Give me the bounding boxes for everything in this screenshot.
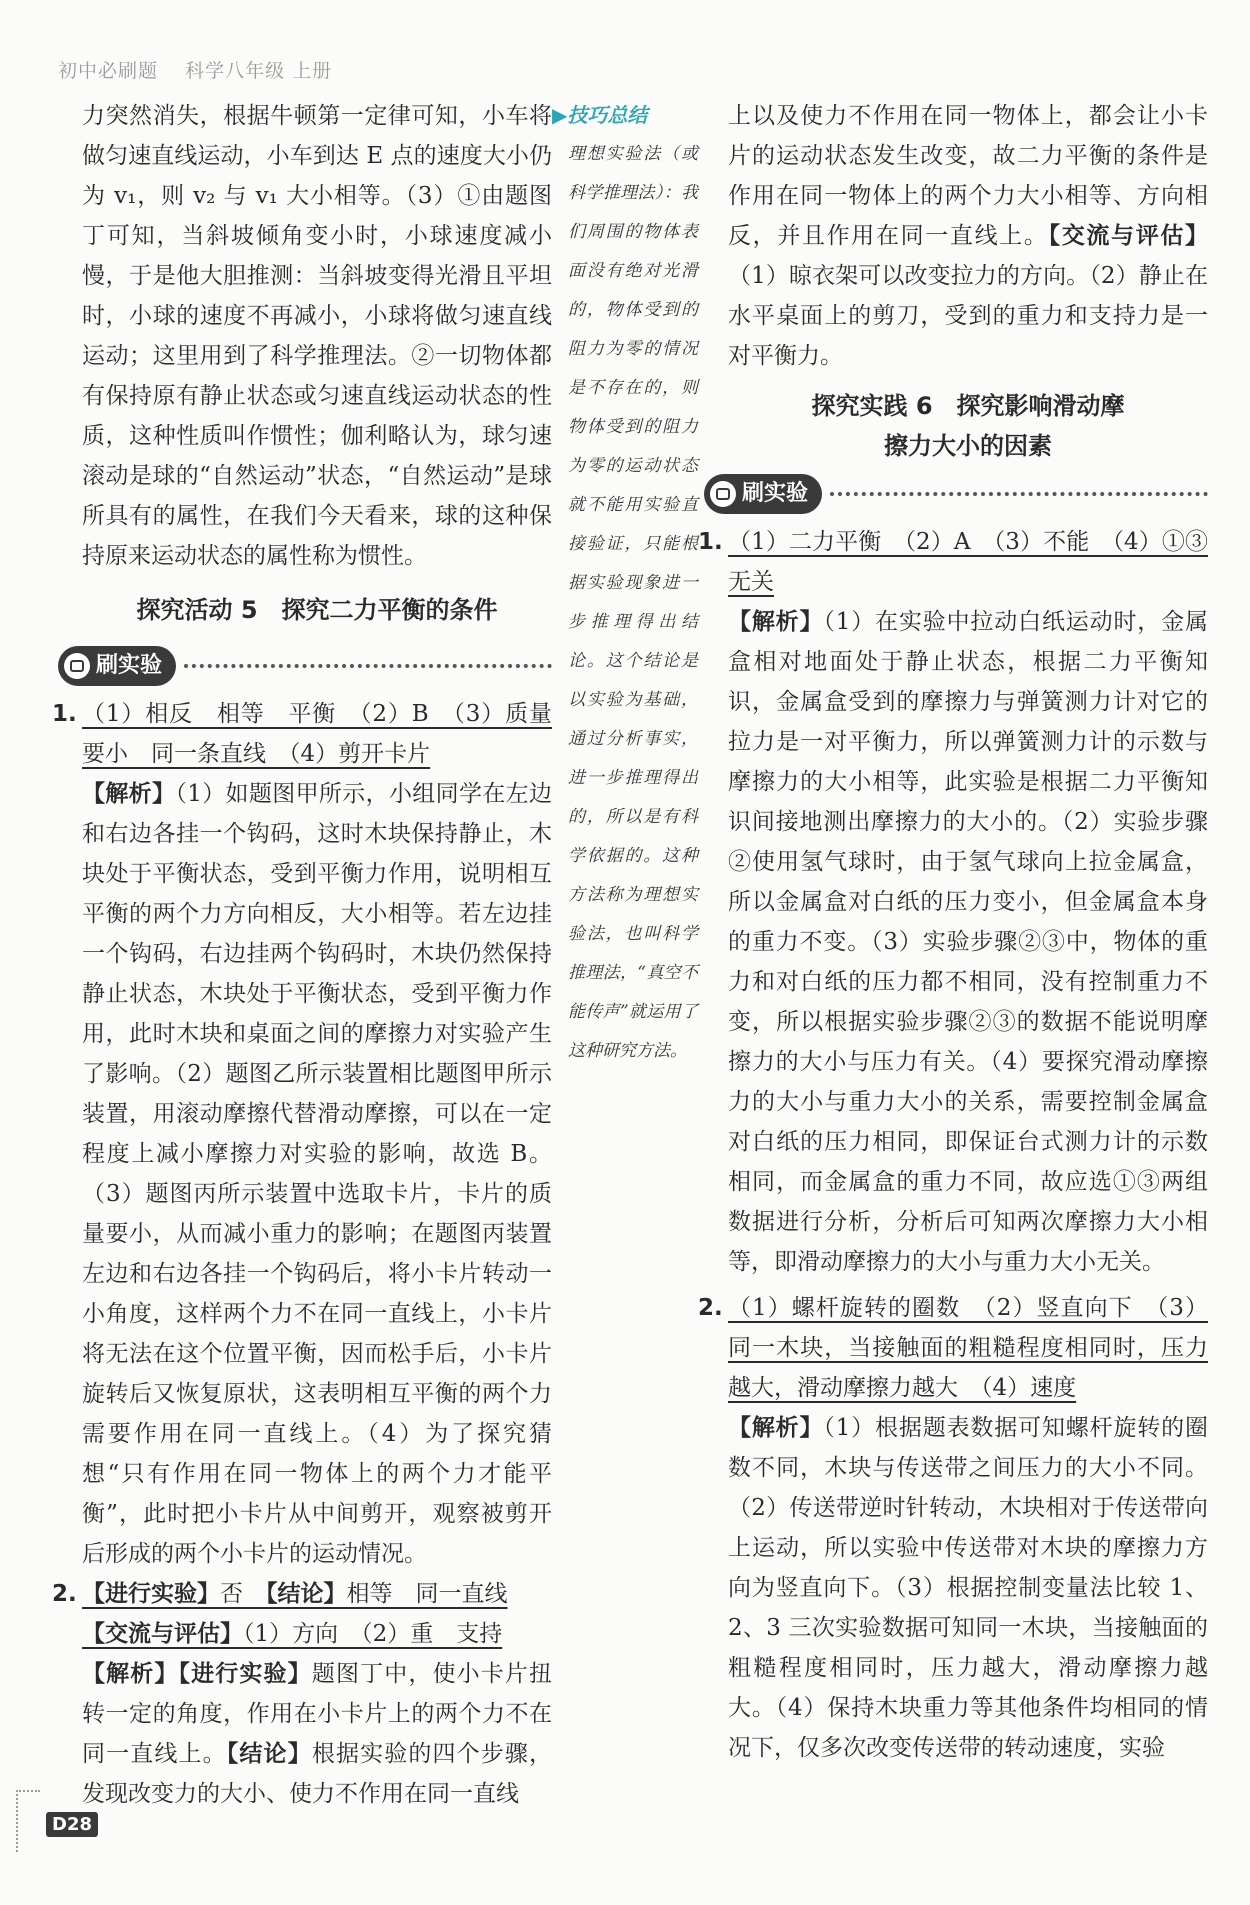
section-title-line: 探究实践 6 探究影响滑动摩 — [811, 392, 1125, 420]
paragraph-text: （1）晾衣架可以改变拉力的方向。（2）静止在水平桌面上的剪刀，受到的重力和支持力是一对平衡力。 — [728, 263, 1208, 369]
paragraph: 力突然消失，根据牛顿第一定律可知，小车将做匀速直线运动，小车到达 E 点的速度大小仍为 v₁，则 v₂ 与 v₁ 大小相等。（3）①由题图丁可知，当斜坡倾角变小时，小球速度减小慢，于是他大胆推测：当斜坡变得光滑且平坦时，小球的速度不再减小，小球将做匀速直线运动；这里用到了科学推理法。②一切物体都有保持原有静止状态或匀速直线运动状态的性质，这种性质叫作惯性；伽利略认为，球匀速滚动是球的“自然运动”状态，“自然运动”是球所具有的属性，在我们今天看来，球的这种保持原来运动状态的属性称为惯性。 — [82, 103, 552, 569]
question-2 — [698, 1288, 1208, 1768]
section-title: 探究活动 5 探究二力平衡的条件 — [136, 596, 498, 624]
paragraph-text: 上以及使力不作用在同一物体上，都会让小卡片的运动状态发生改变，故二力平衡的条件是作用在同一物体上的两个力大小相等、方向相反，并且作用在同一直线上。 — [728, 103, 1208, 249]
question-1 — [698, 522, 1208, 1282]
page-corner-mark — [16, 1790, 40, 1852]
section-title — [728, 386, 1208, 466]
analysis-text: （1）在实验中拉动白纸运动时，金属盒相对地面处于静止状态，根据二力平衡知识，金属盒受到的摩擦力与弹簧测力计对它的拉力是一对平衡力，所以弹簧测力计的示数与摩擦力的大小相等，此实验是根据二力平衡知识间接地测出摩擦力的大小的。（2）实验步骤②使用氢气球时，由于氢气球向上拉金属盒，所以金属盒对白纸的压力变小，但金属盒本身的重力不变。（3）实验步骤②③中，物体的重力和对白纸的压力都不相同，没有控制重力不变，所以根据实验步骤②③的数据不能说明摩擦力的大小与压力有关。（4）要探究滑动摩擦力的大小与重力大小的关系，需要控制金属盒对白纸的压力相同，即保证台式测力计的示数相同，而金属盒的重力不同，故应选①③两组数据进行分析，分析后可知两次摩擦力大小相等，即滑动摩擦力的大小与重力大小无关。 — [728, 609, 1208, 1275]
book-name: 科学八年级 上册 — [185, 60, 333, 82]
analysis-text: （1）根据题表数据可知螺杆旋转的圈数不同，木块与传送带之间压力的大小不同。（2）传送带逆时针转动，木块相对于传送带向上运动，所以实验中传送带对木块的摩擦力方向为竖直向下。（3）根据控制变量法比较 1、2、3 三次实验数据可知同一木块，当接触面的粗糙程度相同时，压力越大，滑动摩擦力越大。（4）保持木块重力等其他条件均相同的情况下，仅多次改变传送带的转动速度，实验 — [728, 1415, 1208, 1761]
right-column — [698, 96, 1209, 1768]
section-title-line: 擦力大小的因素 — [884, 432, 1052, 460]
question-2 — [52, 1574, 553, 1814]
badge-label: 刷实验 — [96, 653, 163, 678]
brush-icon — [64, 653, 90, 679]
experiment-badge — [58, 646, 176, 686]
analysis-tag: 【解析】【进行实验】 — [82, 1661, 312, 1687]
analysis-tag: 【解析】 — [728, 1415, 824, 1441]
question-number: 2. — [52, 1581, 77, 1607]
analysis-text: （1）如题图甲所示，小组同学在左边和右边各挂一个钩码，这时木块保持静止，木块处于平衡状态，受到平衡力作用，说明相互平衡的两个力方向相反，大小相等。若左边挂一个钩码，右边挂两个钩码时，木块仍然保持静止状态，木块处于平衡状态，受到平衡力作用，此时木块和桌面之间的摩擦力对实验产生了影响。（2）题图乙所示装置相比题图甲所示装置，用滚动摩擦代替滑动摩擦，可以在一定程度上减小摩擦力对实验的影响，故选 B。（3）题图丙所示装置中选取卡片，卡片的质量要小，从而减小重力的影响；在题图丙装置左边和右边各挂一个钩码后，将小卡片转动一小角度，这样两个力不在同一直线上，小卡片将无法在这个位置平衡，因而松手后，小卡片旋转后又恢复原状，这表明相互平衡的两个力需要作用在同一直线上。（4）为了探究猜想“只有作用在同一物体上的两个力才能平衡”，此时把小卡片从中间剪开，观察被剪开后形成的两个小卡片的运动情况。 — [82, 781, 552, 1567]
question-1 — [52, 694, 552, 1574]
tip-column — [552, 96, 698, 1071]
answer-part: 否 — [220, 1581, 243, 1607]
answer-part: 相等 同一直线 — [346, 1581, 508, 1607]
tag: 【交流与评估】 — [1048, 223, 1209, 249]
tag: 【交流与评估】 — [82, 1621, 243, 1647]
tag: 【进行实验】 — [82, 1581, 220, 1607]
question-number: 1. — [698, 529, 723, 555]
dotted-divider — [184, 664, 552, 668]
answer — [82, 1581, 508, 1647]
answer-part: （1）方向 （2）重 支持 — [243, 1621, 503, 1647]
tip-title: ▶技巧总结 — [552, 103, 648, 127]
section-badge-bar — [704, 472, 1208, 516]
tag: 【结论】 — [226, 1741, 312, 1767]
experiment-badge — [704, 474, 822, 514]
tip-text: 理想实验法（或科学推理法）：我们周围的物体表面没有绝对光滑的，物体受到的阻力为零的情况是不存在的，则物体受到的阻力为零的运动状态就不能用实验直接验证，只能根据实验现象进一步推理得出结论。这个结论是以实验为基础，通过分析事实，进一步推理得出的，所以是有科学依据的。这种方法称为理想实验法，也叫科学推理法，“真空不能传声”就运用了这种研究方法。 — [568, 144, 698, 1061]
tag: 【结论】 — [266, 1581, 347, 1607]
answer: （1）二力平衡 （2）A （3）不能 （4）①③无关 — [728, 529, 1208, 595]
analysis-tag: 【解析】 — [82, 781, 176, 807]
analysis-text: 题图丁中，使小卡片扭转一定的角度，作用在小卡片上的两个力不在同一直线上。 — [82, 1661, 553, 1767]
section-badge-bar — [58, 644, 552, 688]
series-name: 初中必刷题 — [58, 60, 159, 82]
answer: （1）相反 相等 平衡 （2）B （3）质量要小 同一条直线 （4）剪开卡片 — [82, 701, 552, 767]
left-column — [52, 96, 553, 1814]
paragraph — [728, 96, 1208, 376]
analysis-tag: 【解析】 — [728, 609, 824, 635]
answer: （1）螺杆旋转的圈数 （2）竖直向下 （3）同一木块，当接触面的粗糙程度相同时，压力越大，滑动摩擦力越大 （4）速度 — [728, 1295, 1208, 1401]
page-number: D28 — [46, 1812, 98, 1837]
analysis-text: 根据实验的四个步骤，发现改变力的大小、使力不作用在同一直线 — [82, 1741, 553, 1807]
badge-label: 刷实验 — [742, 481, 809, 506]
brush-icon — [710, 481, 736, 507]
running-header — [58, 56, 332, 83]
question-number: 1. — [52, 701, 77, 727]
question-number: 2. — [698, 1295, 723, 1321]
dotted-divider — [830, 492, 1208, 496]
